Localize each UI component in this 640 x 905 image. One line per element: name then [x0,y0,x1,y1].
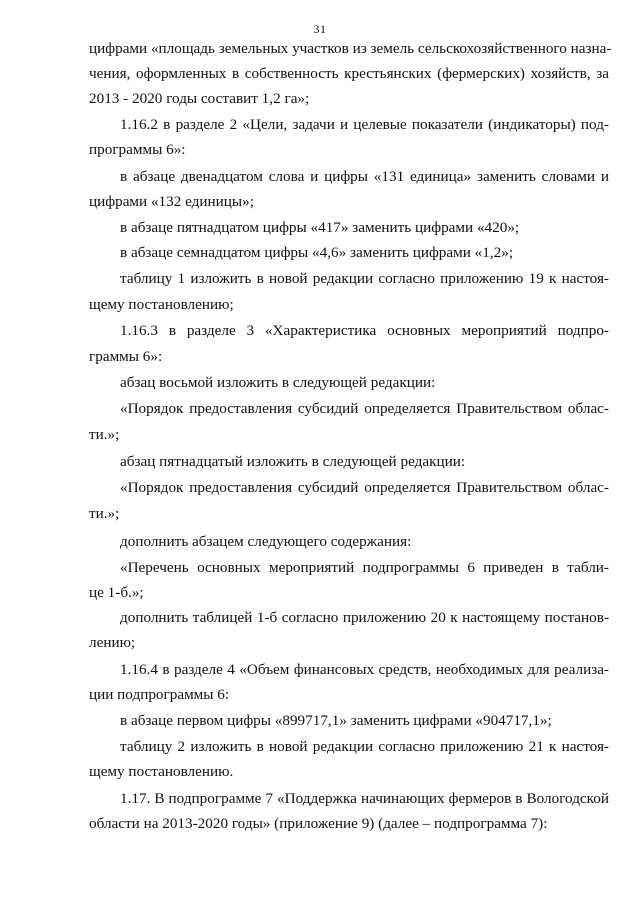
text-line: дополнить таблицей 1-б согласно приложению 20 к настоящему постанов- [120,609,609,626]
text-line: абзац восьмой изложить в следующей редакции: [120,374,436,391]
text-line: программы 6»: [89,141,186,158]
text-line: щему постановлению; [89,296,234,313]
page-number: 31 [313,22,327,36]
text-line: в абзаце двенадцатом слова и цифры «131 единица» заменить словами и [120,168,609,185]
text-line: «Перечень основных мероприятий подпрограммы 6 приведен в табли- [120,559,609,576]
text-line: 1.16.3 в разделе 3 «Характеристика основных мероприятий подпро- [120,322,609,339]
text-line: таблицу 2 изложить в новой редакции согласно приложению 21 к настоя- [120,738,609,755]
text-line: 2013 - 2020 годы составит 1,2 га»; [89,90,310,107]
text-line: цифрами «площадь земельных участков из земель сельскохозяйственного назна- [89,40,612,57]
text-line: граммы 6»: [89,348,163,365]
text-line: «Порядок предоставления субсидий определяется Правительством облас- [120,479,609,496]
text-line: ти.»; [89,426,120,443]
text-line: 1.16.2 в разделе 2 «Цели, задачи и целевые показатели (индикаторы) под- [120,116,609,133]
text-line: «Порядок предоставления субсидий определяется Правительством облас- [120,400,609,417]
text-line: таблицу 1 изложить в новой редакции согласно приложению 19 к настоя- [120,270,609,287]
text-line: в абзаце пятнадцатом цифры «417» заменить цифрами «420»; [120,219,520,236]
text-line: цифрами «132 единицы»; [89,193,254,210]
text-line: абзац пятнадцатый изложить в следующей редакции: [120,453,466,470]
text-line: в абзаце семнадцатом цифры «4,6» заменить цифрами «1,2»; [120,244,514,261]
text-line: в абзаце первом цифры «899717,1» заменить цифрами «904717,1»; [120,712,552,729]
text-line: 1.16.4 в разделе 4 «Объем финансовых средств, необходимых для реализа- [120,661,609,678]
text-line: це 1-б.»; [89,584,144,601]
text-line: чения, оформленных в собственность крестьянских (фермерских) хозяйств, за [89,65,609,82]
text-line: лению; [89,634,136,651]
text-line: щему постановлению. [89,763,234,780]
text-line: ти.»; [89,505,120,522]
text-line: области на 2013-2020 годы» (приложение 9) (далее – подпрограмма 7): [89,815,548,832]
text-line: ции подпрограммы 6: [89,686,230,703]
text-line: дополнить абзацем следующего содержания: [120,533,412,550]
text-line: 1.17. В подпрограмме 7 «Поддержка начинающих фермеров в Вологодской [120,790,609,807]
